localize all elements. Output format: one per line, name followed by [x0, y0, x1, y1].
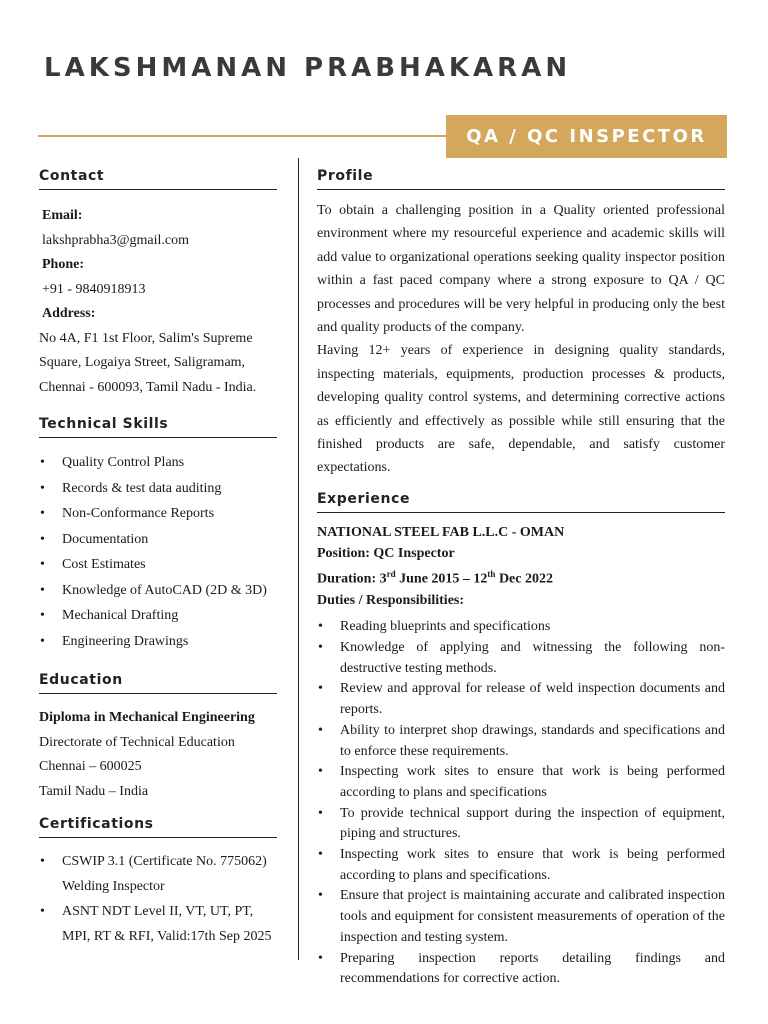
duties-list — [317, 617, 725, 990]
duty-item: • Inspecting work sites to ensure that work is being performed according to plans and specifications — [317, 762, 725, 803]
education-section — [39, 670, 277, 804]
contact-heading: Contact — [39, 166, 277, 190]
education-heading: Education — [39, 670, 277, 694]
duty-item: • Ability to interpret shop drawings, standards and specifications and to enforce these requirements. — [317, 721, 725, 762]
duty-item: • Preparing inspection reports detailing findings and recommendations for corrective action. — [317, 949, 725, 990]
skill-item: • Mechanical Drafting — [39, 603, 277, 629]
certifications-section — [39, 814, 277, 949]
email-value: lakshprabha3@gmail.com — [42, 232, 190, 248]
skill-item: • Cost Estimates — [39, 552, 277, 578]
duty-item: • Reading blueprints and specifications — [317, 617, 725, 638]
duration-start-rest: June 2015 – — [395, 571, 474, 587]
duty-item: • Review and approval for release of weld inspection documents and reports. — [317, 679, 725, 720]
education-degree: Diploma in Mechanical Engineering — [39, 710, 255, 725]
address-line: Chennai - 600093, Tamil Nadu - India. — [39, 379, 257, 395]
profile-paragraph: Having 12+ years of experience in designing quality standards, inspecting materials, equipments, production processes & products, developing quality control systems, and determining corrective actions as efficiently and effectively as possible while still ensuring that the finished products are safe, dependable, and satisfy customer expectations. — [317, 343, 725, 476]
header-accent-line — [38, 135, 448, 137]
contact-details — [39, 204, 277, 327]
right-column — [317, 166, 725, 990]
duration-end-day: 12 — [473, 571, 488, 587]
duration-label: Duration: — [317, 571, 380, 587]
education-details — [39, 706, 277, 804]
duration-end-suffix: th — [487, 569, 496, 580]
duty-item: • To provide technical support during the inspection of equipment, piping and structures. — [317, 804, 725, 845]
certification-item — [39, 850, 277, 899]
skill-item: • Engineering Drawings — [39, 629, 277, 655]
skill-item: • Non-Conformance Reports — [39, 501, 277, 527]
certification-line: CSWIP 3.1 (Certificate No. 775062) — [62, 854, 267, 869]
certifications-heading: Certifications — [39, 814, 277, 838]
certification-line: ASNT NDT Level II, VT, UT, PT, — [62, 904, 254, 919]
experience-section — [317, 489, 725, 990]
certification-item — [39, 900, 277, 949]
candidate-name: LAKSHMANAN PRABHAKARAN — [44, 53, 572, 83]
left-column — [39, 166, 277, 950]
address-line: Square, Logaiya Street, Saligramam, — [39, 355, 246, 370]
position: Position: QC Inspector — [317, 545, 455, 561]
profile-paragraph: To obtain a challenging position in a Quality oriented professional environment where my resourceful experience and academic skills will add value to organizational operations seeking quality inspector position within a fast paced company where a strong exposure to QA / QC processes and procedures will be very helpful in producing only the best and quality products of the company. — [317, 203, 725, 336]
duties-label: Duties / Responsibilities: — [317, 592, 465, 608]
duty-item: • Ensure that project is maintaining accurate and calibrated inspection tools and equipment for consistent measurements of operation of the inspection and testing system. — [317, 886, 725, 948]
technical-skills-heading: Technical Skills — [39, 414, 277, 438]
skill-item: • Knowledge of AutoCAD (2D & 3D) — [39, 578, 277, 604]
duration-end-rest: Dec 2022 — [495, 571, 553, 587]
skills-list — [39, 450, 277, 654]
education-line: Directorate of Technical Education — [39, 734, 235, 750]
address-line: No 4A, F1 1st Floor, Salim's Supreme — [39, 330, 253, 346]
duration — [317, 564, 725, 590]
phone-label: Phone: — [42, 257, 84, 272]
experience-entry — [317, 523, 725, 990]
certifications-list — [39, 850, 277, 949]
duration-start-suffix: rd — [386, 569, 396, 580]
profile-heading: Profile — [317, 166, 725, 190]
column-divider — [298, 158, 299, 960]
phone-value: +91 - 9840918913 — [42, 281, 146, 297]
skill-item: • Records & test data auditing — [39, 476, 277, 502]
skill-item: • Quality Control Plans — [39, 450, 277, 476]
certification-line: Welding Inspector — [62, 878, 165, 894]
education-line: Tamil Nadu – India — [39, 783, 149, 799]
profile-section — [317, 166, 725, 480]
education-line: Chennai – 600025 — [39, 759, 142, 774]
job-title-banner — [446, 115, 727, 158]
skill-item: • Documentation — [39, 527, 277, 553]
certification-line: MPI, RT & RFI, Valid:17th Sep 2025 — [62, 928, 272, 944]
duration-start-day: 3 — [379, 571, 387, 587]
address-label: Address: — [42, 306, 96, 321]
duty-item: • Inspecting work sites to ensure that work is being performed according to plans and specifications. — [317, 845, 725, 886]
technical-skills-section — [39, 414, 277, 654]
duty-item: • Knowledge of applying and witnessing the following non-destructive testing methods. — [317, 638, 725, 679]
contact-section — [39, 166, 277, 400]
experience-heading: Experience — [317, 489, 725, 513]
address-value — [39, 327, 277, 401]
email-label: Email: — [42, 208, 83, 223]
company-name: NATIONAL STEEL FAB L.L.C - OMAN — [317, 524, 565, 540]
profile-body — [317, 199, 725, 480]
job-title: QA / QC INSPECTOR — [466, 126, 707, 147]
